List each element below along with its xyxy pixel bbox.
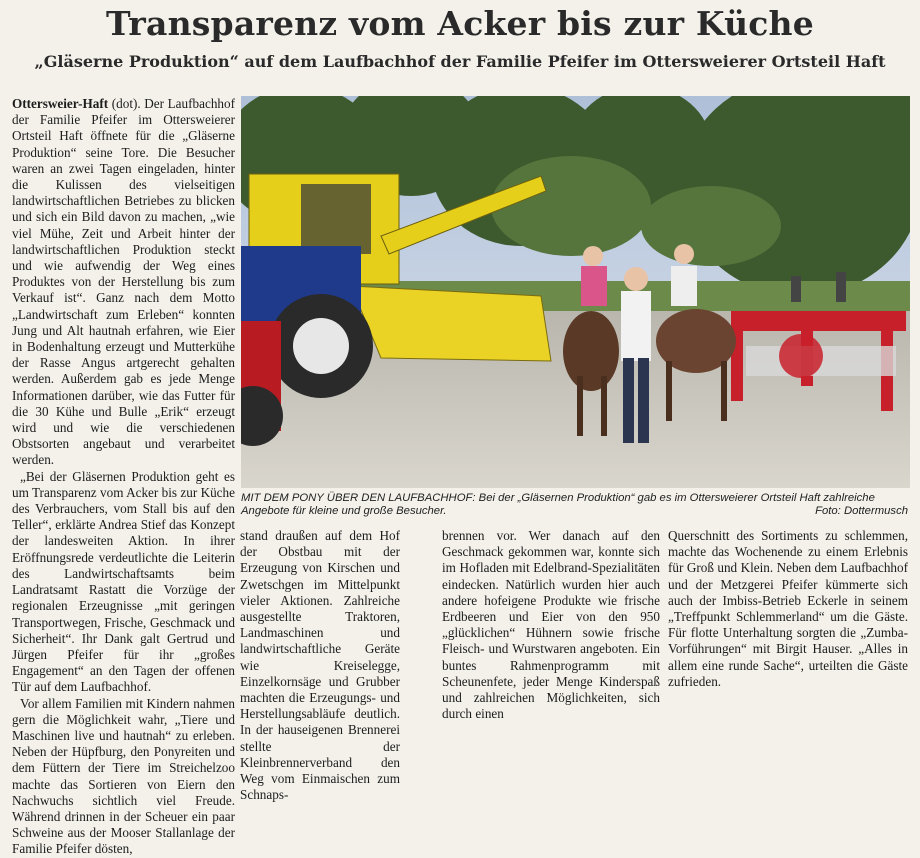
article-column-4: [668, 528, 908, 690]
photo-caption: [241, 492, 910, 518]
dateline: Ottersweier-Haft: [12, 96, 109, 111]
article-paragraph: „Bei der Gläsernen Produktion geht es um Transparenz vom Acker bis zur Küche des Verbrauchers, vom Stall bis auf den Teller“, erklärte Andrea Stief das Konzept der landesweiten Aktion. In ihrer Eröffnungsrede verdeutlichte die Leiterin des Landwirtschaftsamts beim Landratsamt Rastatt die Vorzüge der regionalen Erzeugnisse „mit geringen Transportwegen, Frische, Geschmack und Sicherheit“. Ihr Dank galt Gertrud und Jürgen Pfeifer für ihr „großes Engagement“ an den Tagen der offenen Tür auf dem Laufbachhof.: [12, 468, 235, 695]
article-paragraph: Querschnitt des Sortiments zu schlemmen, machte das Wochenende zu einem Erlebnis für Groß und Klein. Neben dem Laufbachhof und der Metzgerei Pfeifer kümmerte sich auch der Imbiss-Betrieb Eckerle in seinem „Treffpunkt Schlemmerland“ um die Gäste. Für flotte Unterhaltung sorgten die „Zumba-Vorführungen“ mit Birgit Hauser. „Alles in allem eine runde Sache“, urteilten die Gäste zufrieden.: [668, 528, 908, 689]
article-photo: [241, 96, 910, 488]
article-paragraph: Vor allem Familien mit Kindern nahmen gern die Möglichkeit wahr, „Tiere und Maschinen live und hautnah“ zu erleben. Neben der Hüpfburg, den Ponyreiten und dem Füttern der Tiere im Streichelzoo machte das Sortieren von Eiern den Nachwuchs sichtlich viel Freude. Während drinnen in der Scheuer ein paar Schweine aus der Mooser Stallanlage der Familie Pfeifer dösten,: [12, 695, 235, 857]
caption-lead: MIT DEM PONY ÜBER DEN LAUFBACHHOF:: [241, 492, 476, 504]
article-title: Transparenz vom Acker bis zur Küche: [106, 4, 814, 43]
article-subtitle: „Gläserne Produktion“ auf dem Laufbachhof der Familie Pfeifer im Ottersweierer Ortsteil Haft: [34, 52, 886, 71]
article-column-3: [442, 528, 660, 722]
photo-credit: Foto: Dottermusch: [815, 505, 908, 517]
article-paragraph: stand draußen auf dem Hof der Obstbau mit der Erzeugung von Kirschen und Zwetschgen im Mittelpunkt vieler Aktionen. Zahlreiche ausgestellte Traktoren, Landmaschinen und landwirtschaftliche Geräte wie Kreiselegge, Einzelkornsäge und Grubber machten die Erzeugungs- und Herstellungsabläufe deutlich. In der hauseigenen Brennerei stellte der Kleinbrennerverband den Weg vom Einmaischen zum Schnaps-: [240, 528, 400, 803]
article-paragraph: [12, 96, 235, 469]
article-column-1: [12, 96, 235, 858]
caption-text: Bei der „Gläsernen Produktion“ gab es im Ottersweierer Ortsteil Haft zahlreiche Angebote für kleine und große Besucher.: [241, 492, 875, 517]
photo-illustration: [241, 96, 910, 488]
article-paragraph: brennen vor. Wer danach auf den Geschmack gekommen war, konnte sich im Hofladen mit Edelbrand-Spezialitäten eindecken. Natürlich wurden hier auch andere hofeigene Produkte wie frische Erdbeeren und Eier von den 950 „glücklichen“ Hühnern sowie frische Fleisch- und Wurstwaren angeboten. Ein buntes Rahmenprogramm mit Scheunenfete, jeder Menge Kinderspaß und zahlreichen Möglichkeiten, sich durch einen: [442, 528, 660, 722]
paragraph-text: (dot). Der Laufbachhof der Familie Pfeifer im Ottersweierer Ortsteil Haft öffnete für die „Gläserne Produktion“ seine Tore. Die Besucher waren an zwei Tagen eingeladen, hinter die Kulissen des vielseitigen landwirtschaftlichen Betriebes zu blicken und sich ein Bild davon zu machen, „wie viel Mühe, Zeit und Arbeit hinter der landwirtschaftlichen Produktion steckt und wie aufwendig der Weg eines Produktes von der Herstellung bis zum Verkauf ist“. Ganz nach dem Motto „Landwirtschaft zum Erleben“ konnten Jung und Alt hautnah erfahren, wie Eier in Bodenhaltung erzeugt und Mutterkühe der Rasse Angus artgerecht gehalten werden. Außerdem gab es jede Menge Informationen darüber, wie das Futter für die 30 Kühe und Bulle „Erik“ erzeugt wird und wie die verschiedenen Obstsorten angebaut und verarbeitet werden.: [12, 96, 235, 468]
article-column-2: [240, 528, 400, 803]
